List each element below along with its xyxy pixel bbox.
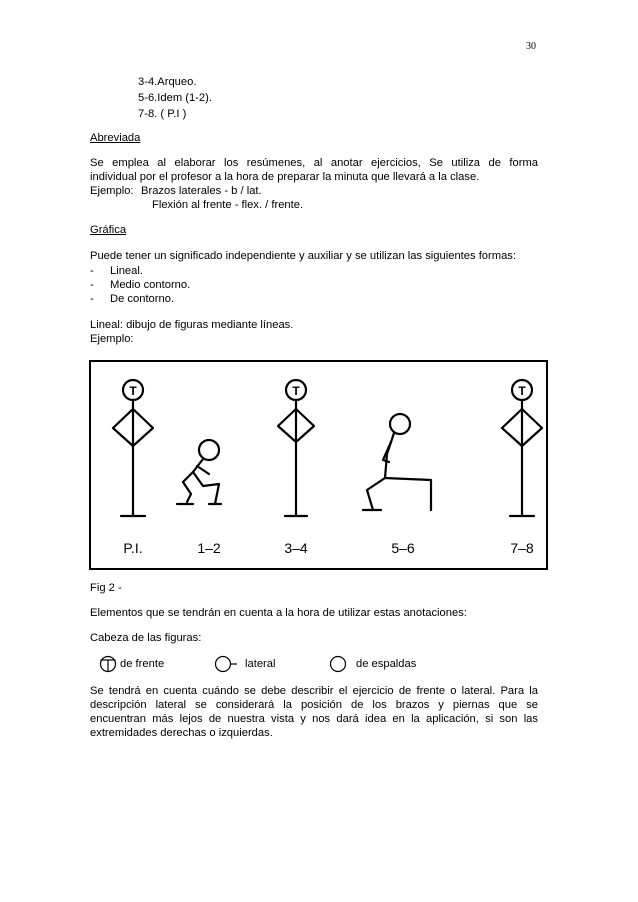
stick-figure-diagram [89,360,548,570]
bullet-dash: - [90,279,94,291]
head-letter: T [292,384,300,398]
bullet-dash: - [90,293,94,305]
paragraph-line: Lineal: dibujo de figuras mediante líneas. [90,319,294,331]
paragraph-line: individual por el profesor a la hora de preparar la minuta que llevará a la clase. [90,171,480,183]
head-lateral-icon [213,655,243,673]
head-legend-label: lateral [245,658,276,670]
paragraph-line: extremidades derechas o izquierdas. [90,727,273,739]
heading-grafica: Gráfica [90,224,127,236]
figure-caption: Fig 2 - [90,582,122,594]
figure-5-6 [363,414,431,510]
head-back-icon [328,655,348,673]
step-line: 7-8. ( P.I ) [138,108,187,120]
example-label: Ejemplo: [90,333,134,345]
figure-pi [113,380,153,516]
bullet-item: De contorno. [110,293,175,305]
stick-figures-svg [91,362,546,568]
bullet-item: Lineal. [110,265,143,277]
paragraph-line: Elementos que se tendrán en cuenta a la hora de utilizar estas anotaciones: [90,607,467,619]
example-item: Flexión al frente - flex. / frente. [152,199,304,211]
paragraph-line: Se tendrá en cuenta cuándo se debe describir el ejercicio de frente o lateral. Para la [90,685,538,697]
figure-label: P.I. [123,540,143,556]
step-line: 5-6.Idem (1-2). [138,92,212,104]
head-letter: T [518,384,526,398]
heading-cabeza: Cabeza de las figuras: [90,632,202,644]
example-item: Brazos laterales - b / lat. [141,185,262,197]
figure-label: 3–4 [284,540,308,556]
page-number: 30 [526,41,536,52]
step-line: 3-4.Arqueo. [138,76,197,88]
figure-7-8 [502,380,542,516]
paragraph-line: encuentran más lejos de nuestra vista y nos dará idea en la aplicación, si son las [90,713,538,725]
bullet-dash: - [90,265,94,277]
paragraph-line: Puede tener un significado independiente y auxiliar y se utilizan las siguientes formas: [90,250,516,262]
heading-abreviada: Abreviada [90,132,141,144]
head-legend-label: de frente [120,658,165,670]
figure-label: 7–8 [510,540,534,556]
paragraph-line: Se emplea al elaborar los resúmenes, al anotar ejercicios, Se utiliza de forma [90,157,538,169]
bullet-item: Medio contorno. [110,279,191,291]
head-legend-label: de espaldas [356,658,417,670]
example-label: Ejemplo: [90,185,134,197]
head-letter: T [129,384,137,398]
figure-label: 5–6 [391,540,415,556]
figure-label: 1–2 [197,540,221,556]
figure-3-4 [278,380,314,516]
figure-1-2 [177,440,221,504]
paragraph-line: descripción lateral se considerará la posición de los brazos y piernas que se [90,699,538,711]
head-front-icon [98,655,118,673]
